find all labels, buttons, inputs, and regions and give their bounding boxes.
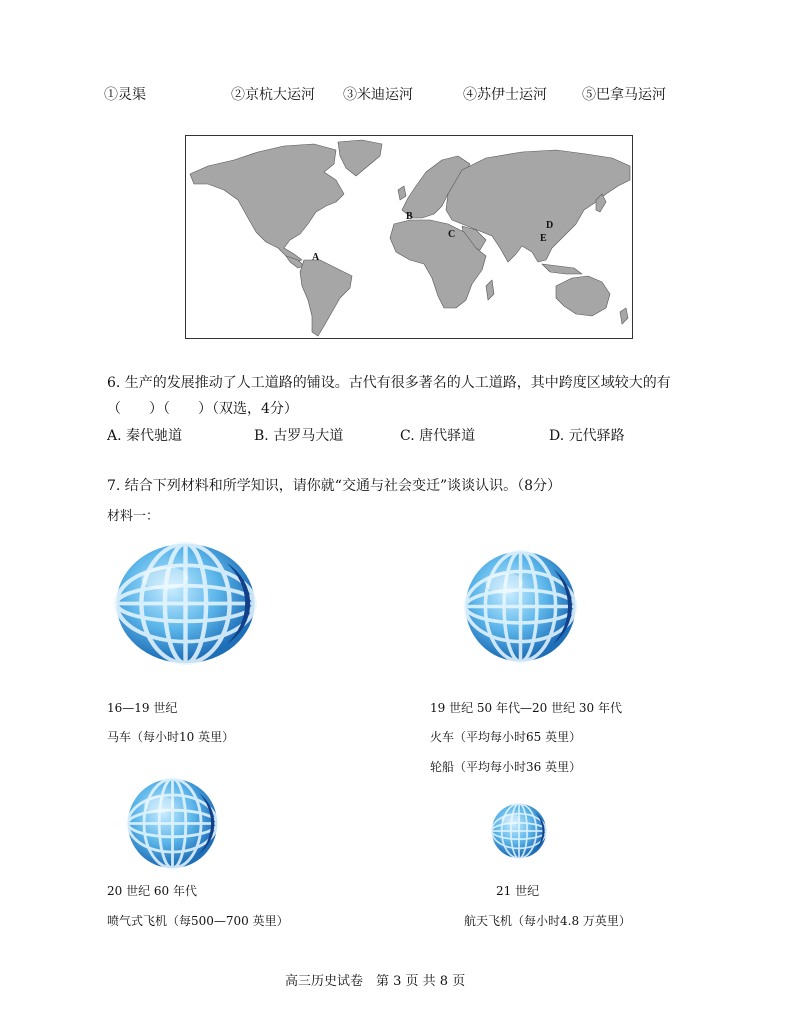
option-1: ①灵渠: [104, 87, 146, 103]
globe-1-period: 16—19 世纪: [107, 701, 178, 715]
globe-icon: [125, 776, 220, 871]
page-footer: 高三历史试卷 第 3 页 共 8 页: [285, 974, 466, 989]
globe-icon: [462, 548, 579, 665]
globe-2-line: 火车（平均每小时65 英里）: [430, 730, 582, 744]
globe-3-period: 20 世纪 60 年代: [107, 884, 197, 898]
map-label-d: D: [546, 220, 554, 231]
globe-3-line: 喷气式飞机（每500—700 英里）: [107, 914, 289, 928]
map-label-e: E: [540, 233, 547, 244]
globe-2-period: 19 世纪 50 年代—20 世纪 30 年代: [430, 701, 622, 715]
world-map: [185, 135, 633, 339]
option-2: ②京杭大运河: [231, 87, 315, 103]
globe-4-period: 21 世纪: [496, 884, 540, 898]
globe-icon: [112, 540, 259, 667]
map-label-a: A: [312, 252, 320, 263]
globe-1-line: 马车（每小时10 英里）: [107, 730, 235, 744]
option-3: ③米迪运河: [343, 87, 413, 103]
option-4: ④苏伊士运河: [463, 87, 547, 103]
q6-stem: 6. 生产的发展推动了人工道路的铺设。古代有很多著名的人工道路，其中跨度区域较大的有: [107, 375, 671, 391]
q6-option-d: D. 元代驿路: [549, 428, 625, 444]
globe-4-line: 航天飞机（每小时4.8 万英里）: [464, 914, 631, 928]
q6-option-b: B. 古罗马大道: [254, 428, 344, 444]
material-label: 材料一：: [107, 509, 160, 524]
map-label-b: B: [406, 211, 413, 222]
q6-option-a: A. 秦代驰道: [107, 428, 183, 444]
globe-icon: [490, 802, 548, 860]
map-label-c: C: [448, 229, 456, 240]
option-5: ⑤巴拿马运河: [582, 87, 666, 103]
globe-2-line: 轮船（平均每小时36 英里）: [430, 760, 582, 774]
q6-blanks: （ ）（ ）（双选，4分）: [107, 401, 298, 417]
q6-option-c: C. 唐代驿道: [400, 428, 476, 444]
q7-stem: 7. 结合下列材料和所学知识，请你就“交通与社会变迁”谈谈认识。（8分）: [107, 478, 562, 494]
